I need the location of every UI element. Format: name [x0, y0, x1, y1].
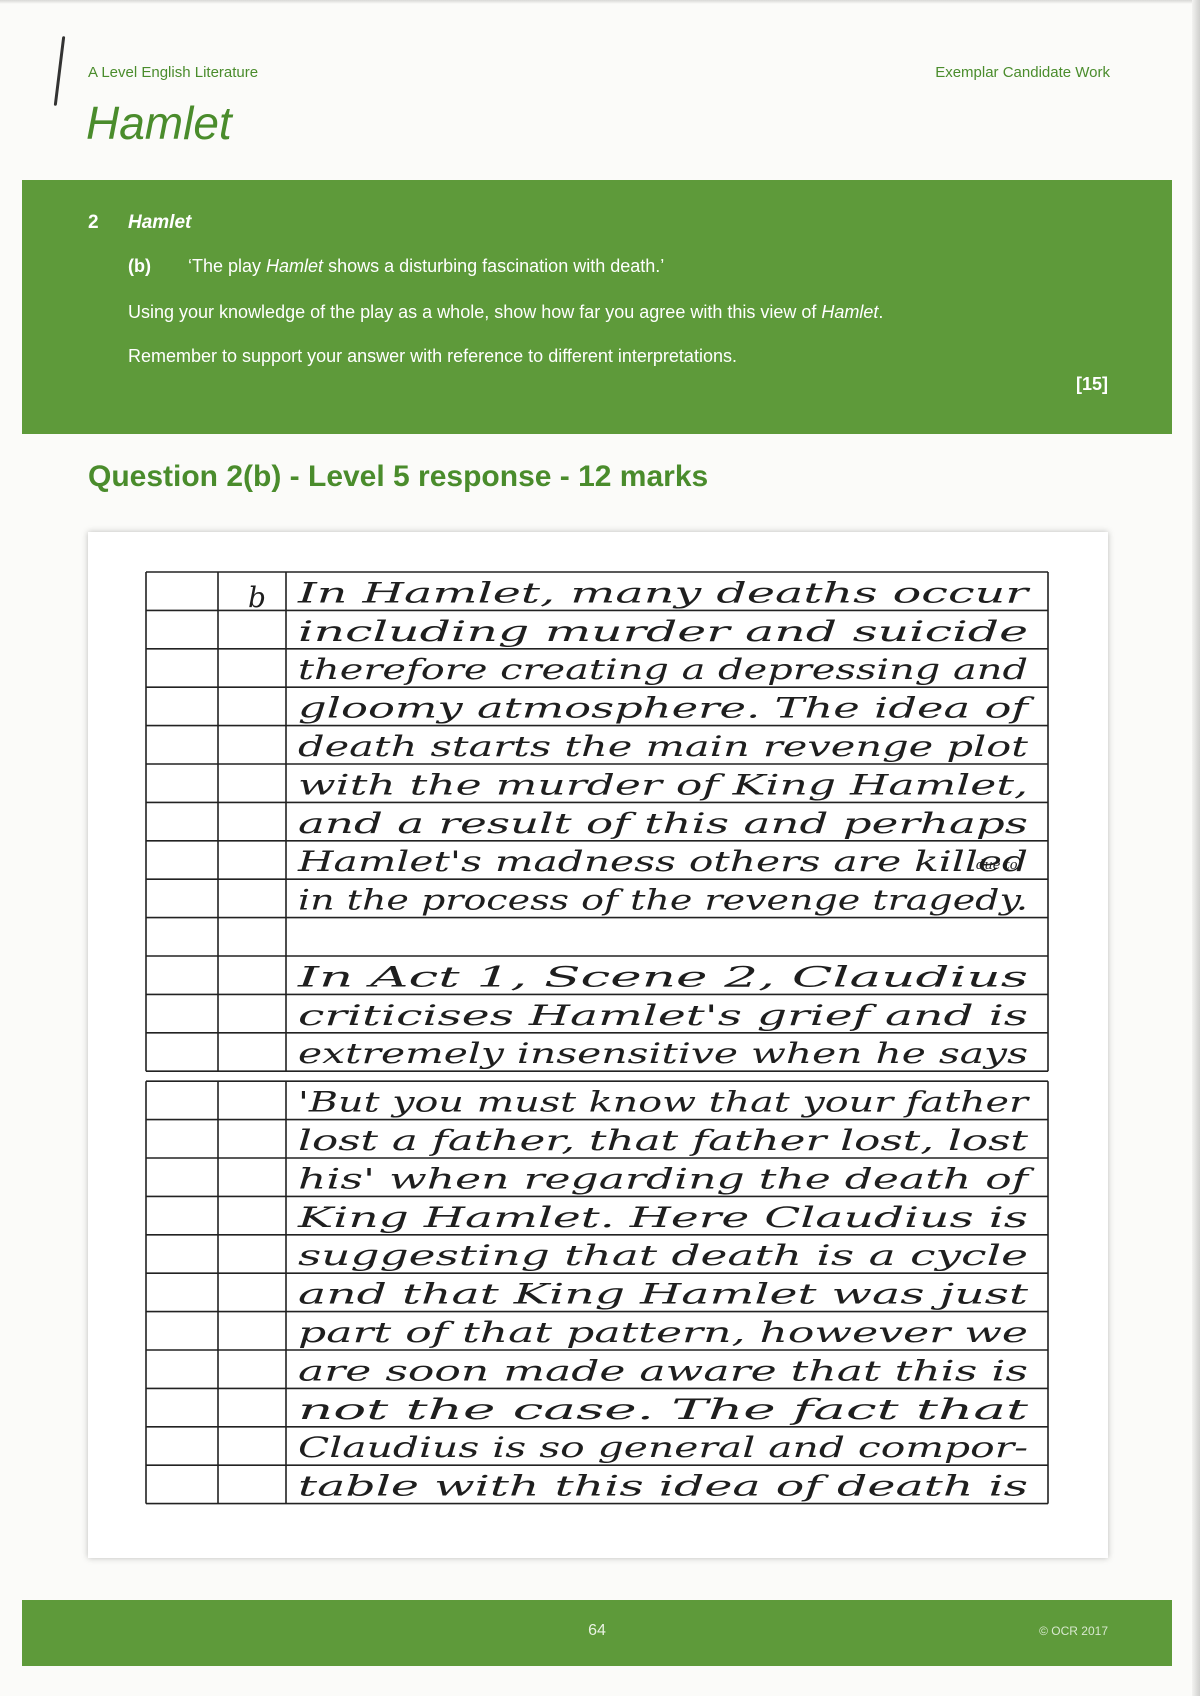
page-number: 64 — [588, 1622, 606, 1639]
handwritten-line: lost a father, that father lost, lost — [298, 1124, 1030, 1157]
instruction-1-before: Using your knowledge of the play as a whole, show how far you agree with this view of — [128, 302, 822, 322]
handwritten-line: in the process of the revenge tragedy. — [298, 883, 1028, 917]
question-quote — [188, 256, 664, 277]
handwritten-line: table with this idea of death is — [298, 1469, 1028, 1503]
handwritten-line: therefore creating a depressing and — [298, 653, 1028, 687]
question-instruction-1 — [128, 302, 883, 323]
handwritten-line: and a result of this and perhaps — [298, 806, 1028, 840]
instruction-1-after: . — [878, 302, 884, 322]
handwritten-line: Hamlet's madness others are killed — [296, 845, 1028, 879]
question-number: 2 — [88, 212, 99, 233]
handwritten-line: 'But you must know that your father — [298, 1085, 1031, 1119]
handwritten-line: with the murder of King Hamlet, — [298, 768, 1028, 802]
handwritten-line: criticises Hamlet's grief and is — [298, 998, 1028, 1032]
handwritten-line: In Hamlet, many deaths occur — [296, 576, 1031, 610]
subject-label: A Level English Literature — [88, 64, 259, 81]
instruction-1-title: Hamlet — [821, 302, 879, 322]
copyright: © OCR 2017 — [1039, 1624, 1108, 1638]
handwritten-line: extremely insensitive when he says — [298, 1037, 1028, 1071]
question-marks: [15] — [1075, 374, 1108, 394]
question-box — [22, 180, 1172, 434]
handwritten-line: suggesting that death is a cycle — [298, 1239, 1028, 1273]
handwritten-lines — [296, 576, 1035, 1502]
handwritten-line: In Act 1, Scene 2, Claudius — [296, 960, 1028, 994]
handwritten-line: are soon made aware that this is — [298, 1354, 1028, 1388]
handwritten-line: Claudius is so general and compor- — [298, 1431, 1028, 1465]
handwritten-line: and that King Hamlet was just — [298, 1277, 1030, 1311]
handwritten-line: part of that pattern, however we — [298, 1316, 1028, 1349]
answer-margin-note: due to — [976, 858, 1018, 873]
quote-before: ‘The play — [188, 256, 267, 276]
handwritten-answer-scan — [88, 532, 1108, 1558]
pen-mark — [54, 36, 66, 106]
handwritten-line: King Hamlet. Here Claudius is — [296, 1200, 1028, 1234]
page-top-edge — [0, 0, 1200, 4]
quote-title: Hamlet — [266, 256, 324, 276]
answer-part-label: b — [248, 581, 266, 614]
handwritten-line: not the case. The fact that — [298, 1392, 1030, 1426]
document-type-label: Exemplar Candidate Work — [935, 64, 1110, 81]
question-part: (b) — [128, 256, 151, 276]
quote-after: shows a disturbing fascination with death.’ — [323, 256, 665, 276]
page-title: Hamlet — [86, 97, 232, 149]
page-right-edge — [1192, 0, 1200, 1696]
footer-bar — [22, 1600, 1172, 1666]
question-title: Hamlet — [128, 212, 192, 233]
response-heading: Question 2(b) - Level 5 response - 12 marks — [88, 460, 709, 493]
handwritten-line: gloomy atmosphere. The idea of — [298, 691, 1036, 725]
handwritten-line: his' when regarding the death of — [298, 1162, 1036, 1196]
handwritten-line: including murder and suicide — [298, 614, 1028, 648]
handwritten-line: death starts the main revenge plot — [298, 730, 1030, 763]
answer-sheet-drawing — [88, 532, 1108, 1558]
question-instruction-2: Remember to support your answer with reference to different interpretations. — [128, 346, 737, 366]
